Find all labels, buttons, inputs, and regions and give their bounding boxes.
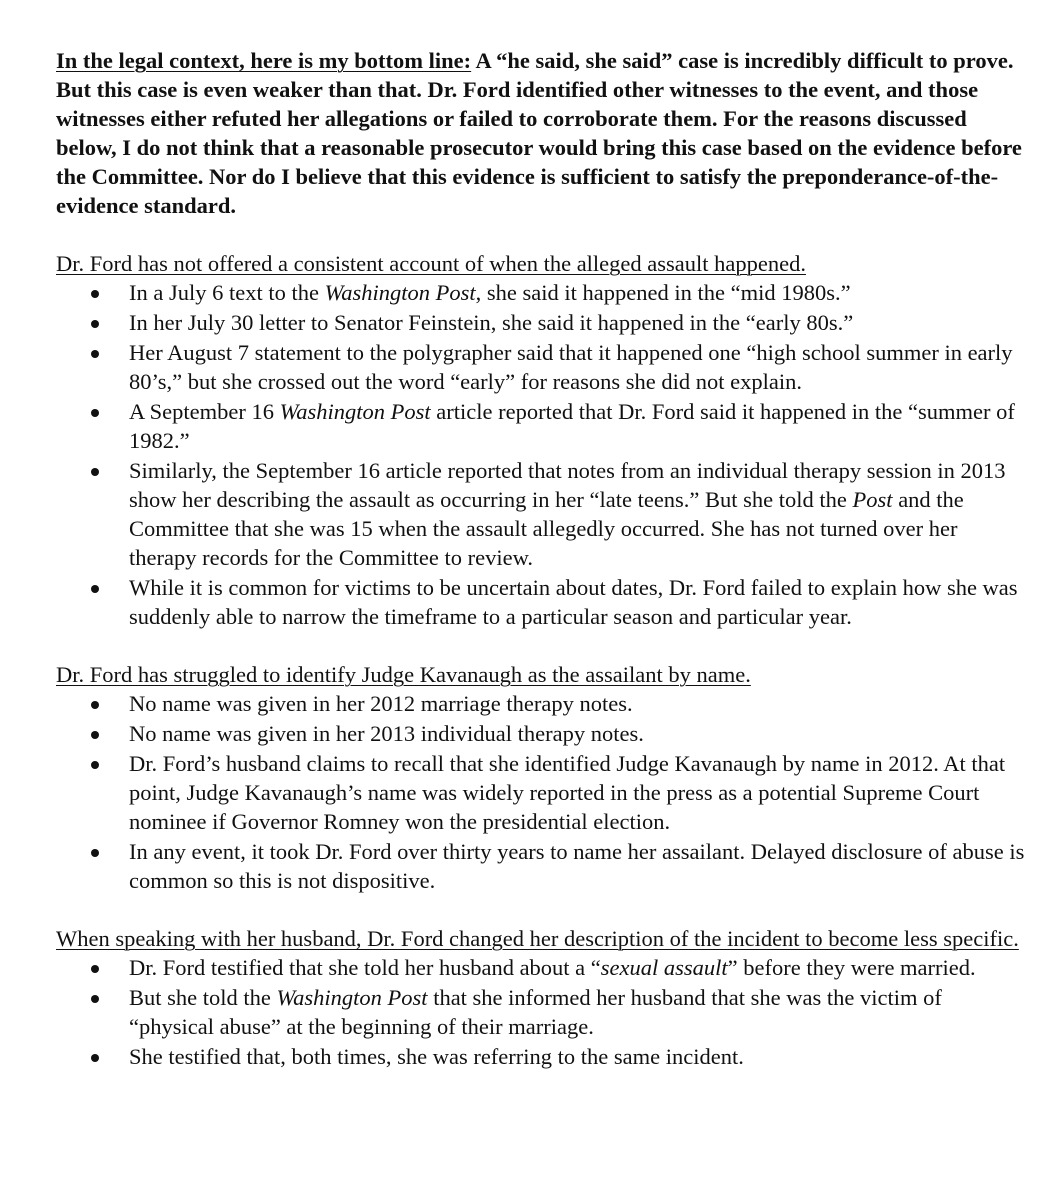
bullet-icon	[91, 1054, 99, 1062]
bullet-icon	[91, 585, 99, 593]
list-item: In any event, it took Dr. Ford over thirty years to name her assailant. Delayed disclosure of abuse is common so this is not dispositive.	[56, 837, 1026, 895]
list-item: No name was given in her 2013 individual therapy notes.	[56, 719, 1026, 748]
list-item: In a July 6 text to the Washington Post, she said it happened in the “mid 1980s.”	[56, 278, 1026, 307]
list-item: A September 16 Washington Post article reported that Dr. Ford said it happened in the “summer of 1982.”	[56, 397, 1026, 455]
bullet-icon	[91, 731, 99, 739]
section-heading: When speaking with her husband, Dr. Ford changed her description of the incident to become less specific.	[56, 926, 1019, 951]
intro-lead: In the legal context, here is my bottom line:	[56, 48, 472, 73]
bullet-icon	[91, 965, 99, 973]
list-item: In her July 30 letter to Senator Feinstein, she said it happened in the “early 80s.”	[56, 308, 1026, 337]
bullet-icon	[91, 761, 99, 769]
section-heading: Dr. Ford has not offered a consistent account of when the alleged assault happened.	[56, 251, 806, 276]
section-heading: Dr. Ford has struggled to identify Judge Kavanaugh as the assailant by name.	[56, 662, 751, 687]
bullet-icon	[91, 849, 99, 857]
section-husband	[56, 924, 1026, 1071]
bullet-list	[56, 953, 1026, 1071]
list-item: Dr. Ford’s husband claims to recall that she identified Judge Kavanaugh by name in 2012. At that point, Judge Kavanaugh’s name was widely reported in the press as a potential Supreme Court nominee if Governor Romney won the presidential election.	[56, 749, 1026, 836]
bullet-list	[56, 689, 1026, 895]
section-identification	[56, 660, 1026, 895]
bullet-icon	[91, 350, 99, 358]
bullet-icon	[91, 290, 99, 298]
bullet-icon	[91, 409, 99, 417]
list-item: While it is common for victims to be uncertain about dates, Dr. Ford failed to explain how she was suddenly able to narrow the timeframe to a particular season and particular year.	[56, 573, 1026, 631]
intro-paragraph	[56, 46, 1026, 220]
list-item: Dr. Ford testified that she told her husband about a “sexual assault” before they were married.	[56, 953, 1026, 982]
bullet-icon	[91, 995, 99, 1003]
intro-body: A “he said, she said” case is incredibly difficult to prove. But this case is even weaker than that. Dr. Ford identified other witnesses to the event, and those witnesses either refuted her allegations or failed to corroborate them. For the reasons discussed below, I do not think that a reasonable prosecutor would bring this case based on the evidence before the Committee. Nor do I believe that this evidence is sufficient to satisfy the preponderance-of-the-evidence standard.	[56, 48, 1022, 218]
list-item: No name was given in her 2012 marriage therapy notes.	[56, 689, 1026, 718]
list-item: Similarly, the September 16 article reported that notes from an individual therapy session in 2013 show her describing the assault as occurring in her “late teens.” But she told the Post and the Committee that she was 15 when the assault allegedly occurred. She has not turned over her therapy records for the Committee to review.	[56, 456, 1026, 572]
document-page	[56, 46, 1026, 1072]
bullet-icon	[91, 320, 99, 328]
list-item: Her August 7 statement to the polygrapher said that it happened one “high school summer in early 80’s,” but she crossed out the word “early” for reasons she did not explain.	[56, 338, 1026, 396]
bullet-icon	[91, 701, 99, 709]
bullet-icon	[91, 468, 99, 476]
section-timeline	[56, 249, 1026, 631]
bullet-list	[56, 278, 1026, 631]
list-item: But she told the Washington Post that she informed her husband that she was the victim of “physical abuse” at the beginning of their marriage.	[56, 983, 1026, 1041]
list-item: She testified that, both times, she was referring to the same incident.	[56, 1042, 1026, 1071]
